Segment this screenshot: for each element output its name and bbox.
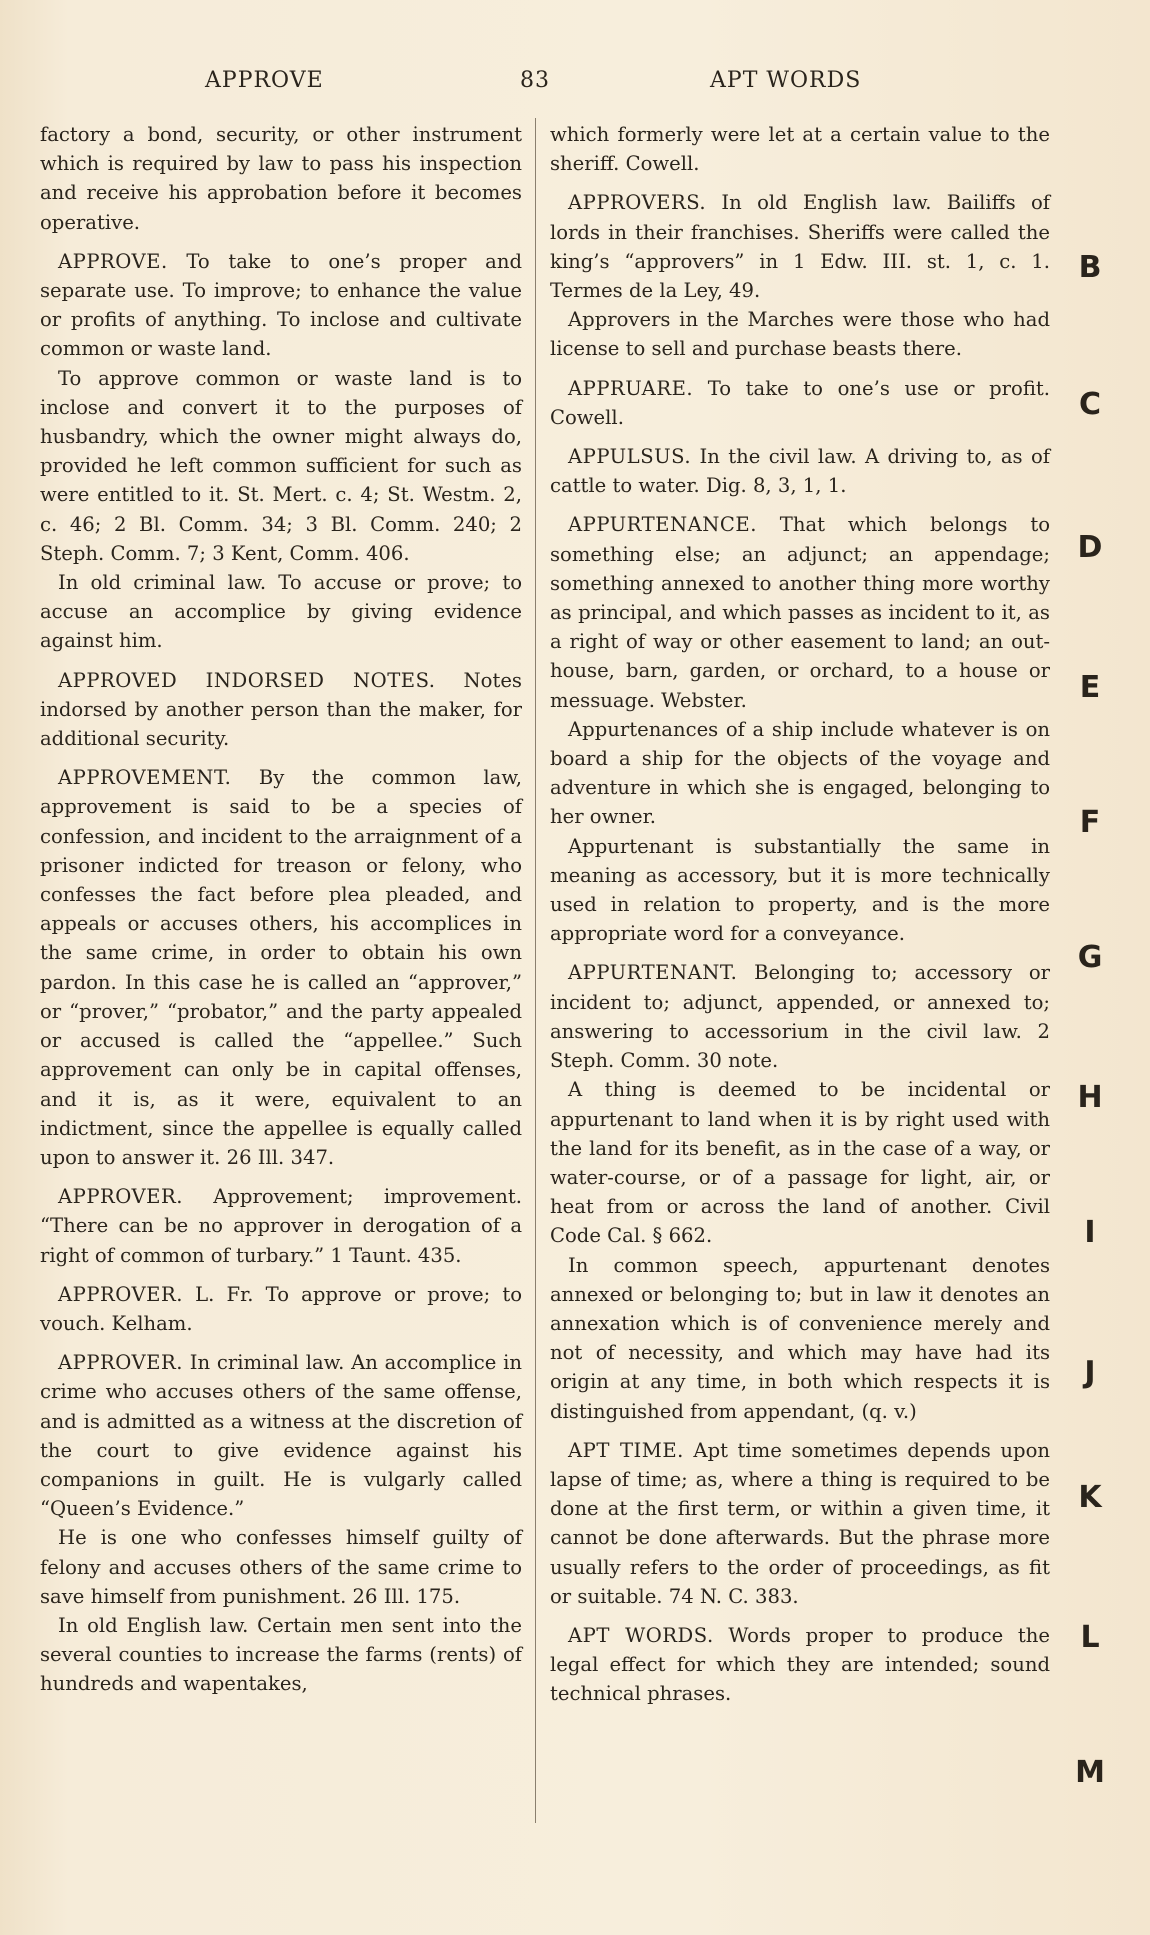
dictionary-entry — [40, 1280, 522, 1338]
entry-text: Approvers in the Marches were those who had license to sell and purchase beasts there. — [550, 308, 1050, 361]
entry-headword: APPROVE. — [58, 249, 168, 273]
entry-text: In criminal law. An accomplice in crime who accuses others of the same offense, and is admitted as a witness at the discretion of the court to give evidence against his companions in guilt. He is vulgarly called “Queen’s Evidence.” — [40, 1351, 522, 1521]
dictionary-entry — [550, 510, 1050, 714]
thumb-index-letter: F — [1079, 805, 1101, 840]
thumb-index-letter: D — [1077, 530, 1103, 565]
entry-text: To approve common or waste land is to inclose and convert it to the purposes of husbandry, which the owner might always do, provided he left common sufficient for such as were entitled to it. St. Mert. c. 4; St. Westm. 2, c. 46; 2 Bl. Comm. 34; 3 Bl. Comm. 240; 2 Steph. Comm. 7; 3 Kent, Comm. 406. — [40, 366, 522, 565]
entry-text: Appurtenances of a ship include whatever is on board a ship for the objects of the voyage and adventure in which she is engaged, belonging to her owner. — [550, 717, 1050, 829]
entry-paragraph — [40, 1523, 522, 1611]
entry-text: By the common law, approvement is said to be a species of confession, and incident to the arraignment of a prisoner indicted for treason or felony, who confesses the fact before plea pleaded, and appeals or accuses others, his accomplices in the same crime, in order to obtain his own pardon. In this case he is called an “approver,” or “prover,” “probator,” and the party appealed or accused is called the “appellee.” Such approvement can only be in capital offenses, and it is, as it were, equivalent to an indictment, since the appellee is equally called upon to answer it. 26 Ill. 347. — [40, 766, 522, 1169]
entry-text: Approvement; improvement. “There can be no approver in derogation of a right of common of turbary.” 1 Taunt. 435. — [40, 1185, 522, 1267]
thumb-index-letter: M — [1075, 1755, 1105, 1790]
entry-text: A thing is deemed to be incidental or appurtenant to land when it is by right used with the land for its benefit, as in the case of a way, or water-course, or of a passage for light, air, or heat from or across the land of another. Civil Code Cal. § 662. — [550, 1078, 1050, 1248]
entry-paragraph — [550, 715, 1050, 832]
entry-headword: APPROVER. — [58, 1185, 183, 1209]
thumb-index-letter: I — [1084, 1215, 1096, 1250]
entry-paragraph — [550, 1075, 1050, 1250]
entry-text: In old English law. Bailiffs of lords in their franchises. Sheriffs were called the king’s “approvers” in 1 Edw. III. st. 1, c. 1. Termes de la Ley, 49. — [550, 191, 1050, 303]
thumb-index-letter: K — [1078, 1480, 1102, 1515]
entry-text: Notes indorsed by another person than the maker, for additional security. — [40, 668, 522, 751]
dictionary-entry — [550, 958, 1050, 1075]
entry-text: Belonging to; accessory or incident to; adjunct, appended, or annexed to; answering to accessorium in the civil law. 2 Steph. Comm. 30 note. — [550, 961, 1050, 1073]
entry-paragraph — [40, 1611, 522, 1699]
entry-headword: APPRUARE. — [568, 376, 694, 400]
thumb-index-letter: H — [1077, 1080, 1103, 1115]
dictionary-entry — [40, 1182, 522, 1270]
entry-text: In old English law. Certain men sent into the several counties to increase the farms (rents) of hundreds and wapentakes, — [40, 1613, 522, 1696]
entry-text: Words proper to produce the legal effect for which they are intended; sound technical phrases. — [550, 1623, 1050, 1706]
right-column — [550, 120, 1050, 1709]
dictionary-entry — [550, 1621, 1050, 1709]
entry-paragraph — [40, 120, 522, 237]
entry-headword: APPURTENANCE. — [568, 513, 757, 537]
header-left-guide-word: APPROVE — [205, 68, 324, 93]
thumb-index-letter: J — [1084, 1355, 1096, 1390]
dictionary-entry — [550, 188, 1050, 305]
entry-headword: APPROVEMENT. — [58, 766, 232, 790]
entry-headword: APPROVER. — [58, 1282, 183, 1306]
entry-text: In the civil law. A driving to, as of cattle to water. Dig. 8, 3, 1, 1. — [550, 445, 1050, 498]
entry-paragraph — [40, 568, 522, 656]
entry-text: To take to one’s use or profit. Cowell. — [550, 376, 1050, 429]
dictionary-entry — [40, 666, 522, 754]
thumb-index-letter: L — [1080, 1620, 1100, 1655]
thumb-index-letter: E — [1079, 670, 1101, 705]
entry-paragraph — [550, 1251, 1050, 1426]
thumb-index-letter: C — [1078, 387, 1102, 422]
dictionary-entry — [550, 374, 1050, 432]
thumb-index-letter: B — [1078, 250, 1102, 285]
entry-paragraph — [550, 832, 1050, 949]
left-column — [40, 120, 522, 1699]
column-divider — [535, 118, 536, 1823]
entry-headword: APT TIME. — [568, 1438, 684, 1462]
entry-headword: APPULSUS. — [568, 445, 692, 469]
entry-headword: APPROVERS. — [568, 191, 707, 215]
entry-text: L. Fr. To approve or prove; to vouch. Kelham. — [40, 1282, 522, 1335]
entry-paragraph — [40, 364, 522, 568]
dictionary-entry — [550, 442, 1050, 500]
entry-headword: APPROVER. — [58, 1351, 183, 1375]
entry-text: In old criminal law. To accuse or prove; to accuse an accomplice by giving evidence against him. — [40, 571, 522, 653]
entry-headword: APPROVED INDORSED NOTES. — [58, 668, 436, 692]
entry-text: In common speech, appurtenant denotes annexed or belonging to; but in law it denotes an annexation which is of convenience merely and not of necessity, and which may have had its origin at any time, in both which respects it is distinguished from appendant, (q. v.) — [550, 1253, 1050, 1423]
header-right-guide-word: APT WORDS — [710, 68, 862, 93]
page-number: 83 — [520, 68, 550, 93]
dictionary-entry — [550, 1436, 1050, 1611]
dictionary-entry — [40, 763, 522, 1172]
dictionary-entry — [40, 1348, 522, 1523]
entry-text: factory a bond, security, or other instrument which is required by law to pass his inspection and receive his approbation before it becomes operative. — [40, 123, 522, 234]
thumb-index-letter: G — [1077, 940, 1103, 975]
entry-paragraph — [550, 305, 1050, 363]
entry-text: He is one who confesses himself guilty of felony and accuses others of the same crime to save himself from punishment. 26 Ill. 175. — [40, 1526, 522, 1608]
entry-text: That which belongs to something else; an adjunct; an appendage; something annexed to another thing more worthy as principal, and which passes as incident to it, as a right of way or other easement to land; an out-house, barn, garden, or orchard, to a house or messuage. Webster. — [550, 513, 1050, 712]
entry-text: To take to one’s proper and separate use. To improve; to enhance the value or profits of anything. To inclose and cultivate common or waste land. — [40, 249, 522, 361]
entry-text: which formerly were let at a certain value to the sheriff. Cowell. — [550, 123, 1050, 176]
entry-text: Appurtenant is substantially the same in meaning as accessory, but it is more technically used in relation to property, and is the more appropriate word for a conveyance. — [550, 834, 1050, 946]
entry-paragraph — [550, 120, 1050, 178]
entry-headword: APPURTENANT. — [568, 961, 738, 985]
running-head — [0, 68, 1150, 102]
entry-text: Apt time sometimes depends upon lapse of time; as, where a thing is required to be done at the first term, or within a given time, it cannot be done afterwards. But the phrase more usually refers to the order of proceedings, as fit or suitable. 74 N. C. 383. — [550, 1438, 1050, 1608]
dictionary-entry — [40, 247, 522, 364]
entry-headword: APT WORDS. — [568, 1623, 714, 1647]
